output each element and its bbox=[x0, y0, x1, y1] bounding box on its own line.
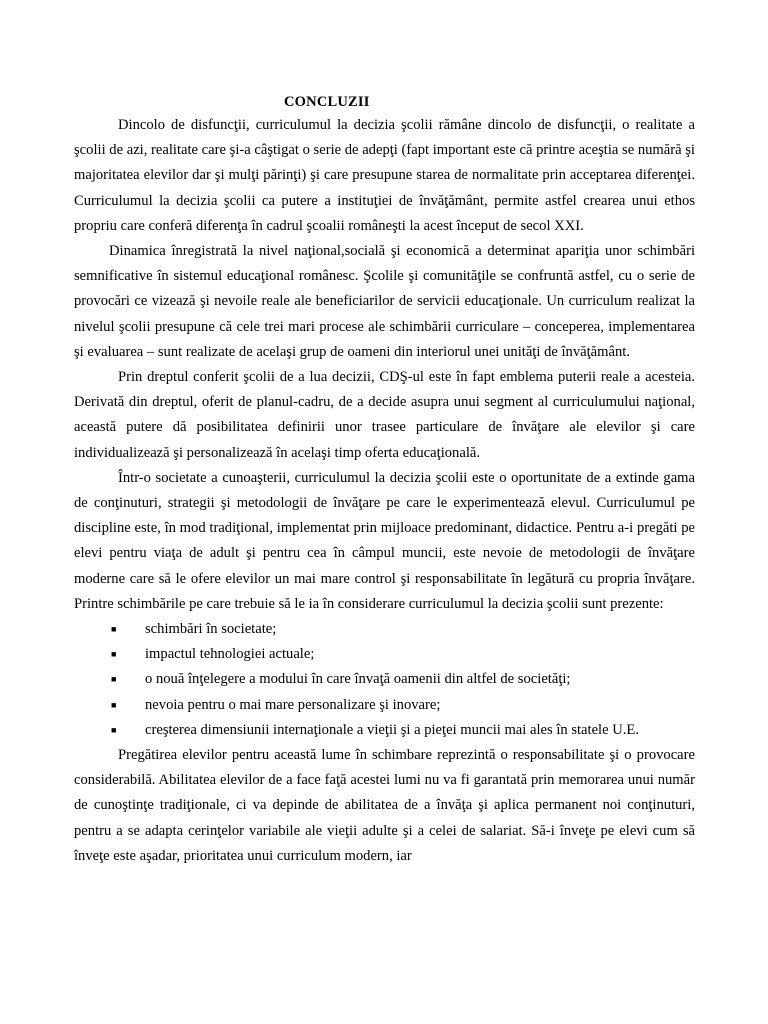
page-title: CONCLUZII bbox=[284, 94, 370, 110]
list-item bbox=[74, 718, 695, 743]
square-bullet-icon: ■ bbox=[111, 624, 117, 635]
list-item bbox=[74, 617, 695, 642]
list-item bbox=[74, 667, 695, 692]
changes-list bbox=[74, 617, 695, 743]
document-body bbox=[74, 113, 695, 869]
paragraph-decision-right: Prin dreptul conferit şcolii de a lua decizii, CDŞ-ul este în fapt emblema puterii reale a acesteia. Derivată din dreptul, oferit de planul-cadru, de a decide asupra unui segment al curriculumului naţional, această putere dă posibilitatea definirii unor trasee particulare de învăţare ale elevilor şi care individualizează şi personalizează în acelaşi timp oferta educaţională. bbox=[74, 369, 695, 461]
list-item-text: nevoia pentru o mai mare personalizare şi inovare; bbox=[145, 696, 441, 713]
square-bullet-icon: ■ bbox=[111, 724, 117, 735]
square-bullet-icon: ■ bbox=[111, 699, 117, 710]
list-item bbox=[74, 642, 695, 667]
list-item-text: schimbări în societate; bbox=[145, 621, 277, 638]
square-bullet-icon: ■ bbox=[111, 674, 117, 685]
list-item-text: o nouă înţelegere a modului în care învaţă oamenii din altfel de societăţi; bbox=[145, 671, 571, 688]
paragraph-knowledge-society: Într-o societate a cunoaşterii, curriculumul la decizia şcolii este o oportunitate de a extinde gama de conţinuturi, strategii şi metodologii de învăţare pe care le experimentează elevul. Curriculumul pe discipline este, în mod tradiţional, implementat prin mijloace predominant, didactice. Pentru a-i pregăti pe elevi pentru viaţa de adult şi pentru cea în câmpul muncii, este nevoie de metodologii de învăţare moderne care să le ofere elevilor un mai mare control şi responsabilitate în legătură cu propria învăţare. Printre schimbările pe care trebuie să le ia în considerare curriculumul la decizia şcolii sunt prezente: bbox=[74, 469, 695, 612]
paragraph-dynamics: Dinamica înregistrată la nivel naţional,socială şi economică a determinat apariţia unor schimbări semnificative în sistemul educaţional românesc. Şcolile şi comunităţile se confruntă astfel, cu o serie de provocări ce vizează şi nevoile reale ale beneficiarilor de servicii educaţionale. Un curriculum realizat la nivelul şcolii presupune că cele trei mari procese ale schimbării curriculare – conceperea, implementarea şi evaluarea – sunt realizate de acelaşi grup de oameni din interiorul unei unităţi de învăţământ. bbox=[74, 243, 695, 360]
list-item-text: impactul tehnologiei actuale; bbox=[145, 646, 315, 663]
paragraph-intro: Dincolo de disfuncţii, curriculumul la decizia şcolii rămâne dincolo de disfuncţii, o realitate a şcolii de azi, realitate care şi-a câştigat o serie de adepţi (fapt important este că printre aceştia se numără şi majoritatea elevilor dar şi mulţi părinţi) şi care presupune starea de normalitate prin acceptarea diferenţei. Curriculumul la decizia şcolii ca putere a instituţiei de învăţământ, permite astfel crearea unui ethos propriu care conferă diferenţa în cadrul şcoalii româneşti la acest început de secol XXI. bbox=[74, 117, 695, 234]
paragraph-preparation: Pregătirea elevilor pentru această lume în schimbare reprezintă o responsabilitate şi o provocare considerabilă. Abilitatea elevilor de a face faţă acestei lumi nu va fi garantată prin memorarea unui număr de cunoştinţe tradiţionale, ci va depinde de abilitatea de a învăţa şi aplica permanent noi conţinuturi, pentru a se adapta cerinţelor variabile ale vieţii adulte şi a celei de salariat. Să-i înveţe pe elevi cum să înveţe este aşadar, prioritatea unui curriculum modern, iar bbox=[74, 747, 695, 864]
list-item bbox=[74, 693, 695, 718]
list-item-text: creşterea dimensiunii internaţionale a vieţii şi a pieţei muncii mai ales în statele U.E. bbox=[145, 721, 639, 738]
square-bullet-icon: ■ bbox=[111, 649, 117, 660]
